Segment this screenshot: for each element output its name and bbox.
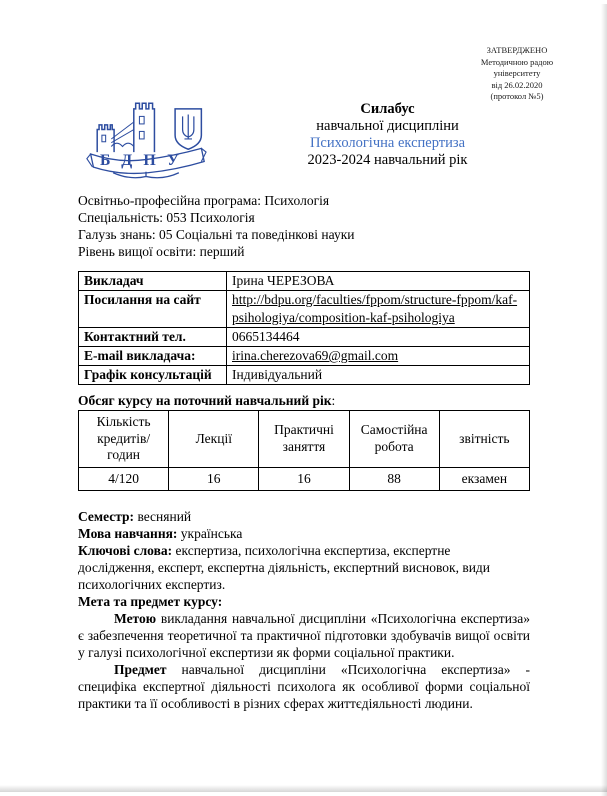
column-header: Самостійна робота: [349, 411, 439, 468]
goal-label: Метою: [114, 610, 157, 626]
program-line: Галузь знань: 05 Соціальні та поведінкові науки: [78, 227, 355, 242]
semester-value: весняний: [134, 508, 192, 524]
site-link-cell: [227, 291, 530, 328]
purpose-heading: Мета та предмет курсу:: [78, 593, 223, 609]
course-volume-heading-text: Обсяг курсу на поточний навчальний рік: [78, 393, 332, 408]
course-volume-table: [78, 410, 530, 491]
table-row: [79, 467, 530, 490]
program-line: Спеціальність: 053 Психологія: [78, 210, 255, 225]
university-emblem-icon: [85, 93, 207, 183]
lectures-value: 16: [169, 467, 259, 490]
semester-label: Семестр:: [78, 508, 135, 524]
row-label: Посилання на сайт: [79, 291, 227, 328]
column-header: Практичні заняття: [259, 411, 349, 468]
keywords-value: експертиза, психологічна експертиза, експертне дослідження, експерт, експертна діяльність, експертний висновок, види психологічних експертиз.: [78, 542, 491, 592]
document-title: Силабус: [360, 101, 415, 117]
course-volume-heading: [78, 391, 530, 410]
keywords-label: Ключові слова:: [78, 542, 173, 558]
language-value: українська: [177, 525, 243, 541]
course-name: Психологічна експертиза: [309, 135, 466, 151]
program-line: Освітньо-професійна програма: Психологія: [78, 193, 330, 208]
goal-text: викладання навчальної дисципліни «Психологічна експертиза» є забезпечення теоретичної та практичної підготовки здобувачів вищої освіти у галузі психологічної експертизи як форми соціальної практики.: [78, 610, 530, 660]
language-line: [78, 525, 530, 542]
program-info: [78, 192, 530, 260]
row-label: Контактний тел.: [79, 328, 227, 347]
table-row: [79, 347, 530, 366]
self-work-value: 88: [349, 467, 439, 490]
table-row: [79, 366, 530, 385]
program-line: Рівень вищої освіти: перший: [78, 244, 245, 259]
table-row: [79, 291, 530, 328]
document-subtitle: навчальної дисципліни: [316, 118, 459, 134]
stamp-line: університету: [493, 68, 541, 78]
column-header: Лекції: [169, 411, 259, 468]
practical-value: 16: [259, 467, 349, 490]
approval-stamp: [457, 45, 577, 103]
email-link[interactable]: irina.cherezova69@gmail.com: [232, 348, 399, 363]
svg-text:БДПУ: БДПУ: [100, 152, 191, 170]
credits-hours-value: 4/120: [79, 467, 169, 490]
table-header-row: [79, 411, 530, 468]
row-label: Графік консультацій: [79, 366, 227, 385]
subject-paragraph: [78, 661, 530, 712]
heading-colon: :: [331, 393, 336, 408]
keywords-line: [78, 542, 530, 593]
semester-line: [78, 508, 530, 525]
column-header: звітність: [439, 411, 529, 468]
academic-year: 2023-2024 навчальний рік: [307, 152, 468, 168]
goal-paragraph: [78, 610, 530, 661]
email-cell: [227, 347, 530, 366]
page-edge-shadow-bottom: [0, 785, 607, 792]
instructor-name: Ірина ЧЕРЕЗОВА: [227, 272, 530, 291]
stamp-line: (протокол №5): [490, 91, 544, 101]
subject-label: Предмет: [114, 661, 167, 677]
assessment-value: екзамен: [439, 467, 529, 490]
consultation-schedule: Індивідуальний: [227, 366, 530, 385]
site-link[interactable]: http://bdpu.org/faculties/fppom/structure-fppom/kaf-psihologiya/composition-kaf-psihologiya: [232, 292, 518, 325]
language-label: Мова навчання:: [78, 525, 178, 541]
table-row: [79, 328, 530, 347]
instructor-table: [78, 271, 530, 385]
page-edge-shadow-right: [601, 4, 607, 796]
column-header: Кількість кредитів/ годин: [79, 411, 169, 468]
title-block: [207, 93, 530, 169]
row-label: E-mail викладача:: [79, 347, 227, 366]
subject-text: навчальної дисципліни «Психологічна експертиза» - специфіка експертної діяльності психолога як особливої форми соціальної практики та її особливості в різних сферах життєдіяльності людини.: [78, 661, 530, 711]
row-label: Викладач: [79, 272, 227, 291]
table-row: [79, 272, 530, 291]
contact-phone: 0665134464: [227, 328, 530, 347]
stamp-line: від 26.02.2020: [491, 79, 543, 90]
course-details: [78, 508, 530, 712]
stamp-line: Методичною радою: [480, 56, 554, 67]
university-logo: [85, 93, 207, 188]
stamp-line: ЗАТВЕРДЖЕНО: [486, 45, 548, 55]
